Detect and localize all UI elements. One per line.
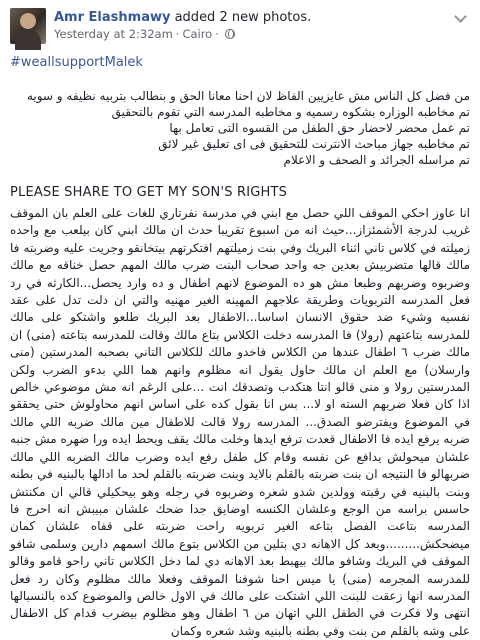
post-action-text: added 2 new photos. (174, 10, 312, 25)
post-header-text (54, 8, 311, 42)
post-meta (54, 26, 311, 42)
demand-line: تم عمل محضر لاحضار حق الطفل من القسوه التى تعامل بها (169, 121, 470, 135)
post-timestamp-link[interactable]: Yesterday at 2:32am (54, 27, 173, 41)
author-name-link[interactable]: Amr Elashmawy (54, 10, 171, 25)
share-heading: PLEASE SHARE TO GET MY SON'S RIGHTS (10, 185, 288, 200)
post-story-text: انا عاوز احكي الموقف اللي حصل مع ابني في مدرسة نفرتاري للغات على العلم بان الموقف غريب لدرجة الأشمئزاز...حيث انه من اسبوع تقريبا حدث ان مالك ابني كان بيلعب مع واحده زميلته في كلاس تاني اثناء البريك وفي بنت زميلتهم افتكرتهم بيتخانقو وجريت عليه وضربته فا مالك قالها متضربيش بعدين جه واحد صحاب البنت ضرب مالك المهم حصل خناقه مع مالك وضربوه وضربهم وطبعا مش هو ده الموضوع لانهم اطفال و ده وارد يحصل...الكارثه في رد فعل المدرسه التربويات وطريقة علاجهم المهينه الغير مهنيه والتي ان دلت تدل على عقد نفسيه وشيء ضد حقوق الانسان اساسا...الاطفال بعد البريك طلعو واشتكو على مالك للمدرسه بتاعتهم (رولا) فا المدرسه دخلت الكلاس بتاع مالك وقالت للمدرسه بتاعته (منى) ان مالك ضرب ٦ اطفال عندها من الكلاس فاخدو مالك للكلاس التاني بصحبه المدرستين (منى وارسلان) مع العلم ان مالك حاول يقول انه مظلوم وانهم هما اللي بدءو الضرب ولكن المدرستين رولا و منى قالو انتا هتكدب وتصدقك انت ...على الرغم انه مش موضوعي خالص اذا كان فعلا ضربهم السته او لا... بس انا بقول كده على اساس انهم محاولوش حتى يحققو في الموضوع ويفترضو الصدق... المدرسه رولا قالت للاطفال مين مالك ضربه اللي مالك ضربه يرفع ايده فا الاطفال قعدت ترفع ايدها وخلت مالك يقف ويحط ايده ورا ضهره مش جنبه علشان ميحولش يدافع عن نفسه وقام كل طفل رفع ايده وضرب مالك الضربه اللي مالك ضربهالو فا النتيجه ان بنت ضربته بالقلم بالايد وبنت ضربته بالقلم لحد ما ادالها بالبنيه في بطنه وبنت بالبنيه في رقبته وولدين شدو شعره وضربوه في رجله وهو بيحكيلي قالي ان مكنتش حاسس براسه من الوجع وعلشان الكنسه اوضايق جدا ضحك علشان مبيبش انه احرج فا المدرسه بتاعت الفصل بتاعه الغير تربويه راحت ضربته على قفاه علشان كمان ميضحكش.........وبعد كل الاهانه دي بتلين من الكلاس بتوع مالك اسمهم دارين وسلمى شافو الموقف في البريك وشافو مالك بيهبط بعد الاهانه دي لما دخل الكلاس تاني راحو قامو وقالو للمدرسه المجرمه (منى) يا ميس احنا شوفنا الموقف وفعلا مالك مظلوم وكان رد فعل المدرسه انها زعقت للبنت اللي اشتكت على مالك في الاول خالص والموضوع كده بالنسبالها انتهى ولا فكرت في الطفل اللي اتهان من ٦ اطفال وهو مظلوم بيضرب قدام كل الاطفال على وشه بالقلم من بنت وفي بطنه بالبنيه وشد شعره وكمان (10, 206, 470, 638)
hashtag-link[interactable]: #weallsupportMalek (10, 55, 143, 70)
author-line (54, 9, 311, 26)
post-header (10, 8, 470, 52)
chevron-down-icon[interactable] (452, 10, 468, 26)
meta-separator-2: · (215, 27, 219, 41)
demand-line: تم مراسله الجرائد و الصحف و الاعلام (283, 153, 470, 167)
globe-icon[interactable] (225, 29, 235, 39)
meta-separator: · (175, 27, 180, 41)
demand-line: تم مخاطبه جهاز مباحث الانترنت للتحقيق فى اى تعليق غير لائق (158, 137, 470, 151)
author-avatar[interactable] (10, 8, 46, 44)
demand-line: من فضل كل الناس مش عايزيين الفاظ لان احنا معانا الحق و بنطالب بتربيه نظيفه و سويه (26, 89, 470, 103)
post-location-link[interactable]: Cairo (182, 27, 213, 41)
post-demands (10, 88, 470, 168)
demand-line: تم مخاطبه الوزاره بشكوه رسميه و مخاطبه المدرسه التي تقوم بالتحقيق (111, 105, 470, 119)
